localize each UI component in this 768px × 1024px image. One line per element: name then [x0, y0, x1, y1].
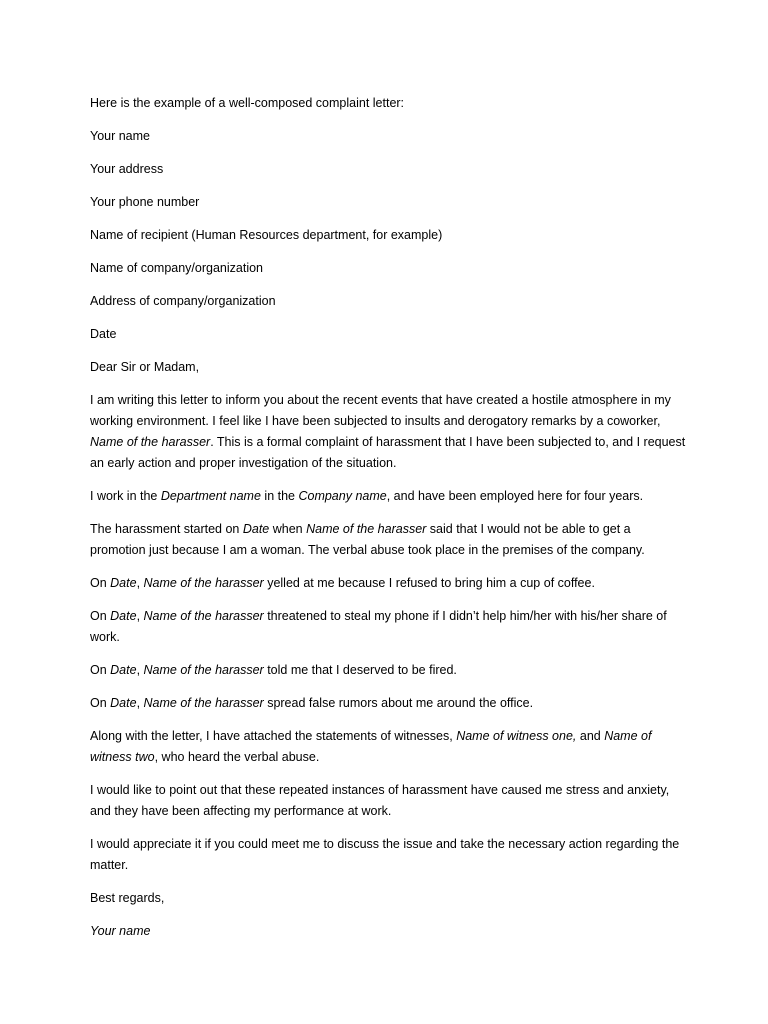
signature-name: Your name: [90, 924, 151, 938]
paragraph-employment: [90, 486, 688, 507]
text: , who heard the verbal abuse.: [154, 750, 320, 764]
text: I am writing this letter to inform you about the recent events that have created a hostile atmosphere in my working environment. I feel like I have been subjected to insults and derogatory remarks by a coworker,: [90, 393, 671, 428]
text: said that I would not be able to get a promotion just because I am a woman. The verbal abuse took place in the premises of the company.: [90, 522, 645, 557]
incident-4: [90, 693, 688, 714]
placeholder-harasser: Name of the harasser: [143, 663, 264, 677]
placeholder-company: Company name: [298, 489, 387, 503]
text: and: [576, 729, 605, 743]
recipient-name: Name of recipient (Human Resources department, for example): [90, 228, 443, 242]
salutation: Dear Sir or Madam,: [90, 360, 200, 374]
text: ,: [136, 663, 144, 677]
paragraph-witnesses: [90, 726, 688, 768]
placeholder-harasser: Name of the harasser: [143, 696, 264, 710]
incident-1: [90, 573, 688, 594]
placeholder-witness-one: Name of witness one,: [456, 729, 577, 743]
sender-name: Your name: [90, 129, 150, 143]
text: . This is a formal complaint of harassment that I have been subjected to, and I request an early action and proper investigation of the situation.: [90, 435, 686, 470]
text: told me that I deserved to be fired.: [263, 663, 457, 677]
incident-2: [90, 606, 688, 648]
letter-date: Date: [90, 327, 117, 341]
placeholder-date: Date: [242, 522, 270, 536]
incident-3: [90, 660, 688, 681]
paragraph-start: [90, 519, 688, 561]
signature: [90, 921, 688, 942]
placeholder-date: Date: [110, 576, 137, 590]
text: On: [90, 609, 111, 623]
text: On: [90, 576, 111, 590]
paragraph-opening: [90, 390, 688, 474]
text: in the: [260, 489, 299, 503]
text: threatened to steal my phone if I didn’t help him/her with his/her share of work.: [90, 609, 667, 644]
text: , and have been employed here for four years.: [386, 489, 644, 503]
text: ,: [136, 576, 144, 590]
text: spread false rumors about me around the office.: [263, 696, 534, 710]
placeholder-harasser: Name of the harasser: [90, 435, 211, 449]
sender-phone: Your phone number: [90, 195, 200, 209]
placeholder-harasser: Name of the harasser: [306, 522, 427, 536]
placeholder-department: Department name: [160, 489, 261, 503]
text: yelled at me because I refused to bring him a cup of coffee.: [263, 576, 595, 590]
sender-address: Your address: [90, 162, 164, 176]
placeholder-harasser: Name of the harasser: [143, 609, 264, 623]
placeholder-date: Date: [110, 663, 137, 677]
placeholder-witness-two: Name of witness two: [90, 729, 652, 764]
placeholder-date: Date: [110, 696, 137, 710]
text: when: [269, 522, 307, 536]
paragraph-request: I would appreciate it if you could meet me to discuss the issue and take the necessary action regarding the matter.: [90, 837, 680, 872]
text: ,: [136, 696, 144, 710]
placeholder-harasser: Name of the harasser: [143, 576, 264, 590]
intro-line: Here is the example of a well-composed complaint letter:: [90, 96, 405, 110]
paragraph-impact: I would like to point out that these repeated instances of harassment have caused me stress and anxiety, and they have been affecting my performance at work.: [90, 783, 670, 818]
text: The harassment started on: [90, 522, 243, 536]
recipient-company: Name of company/organization: [90, 261, 264, 275]
text: On: [90, 696, 111, 710]
text: On: [90, 663, 111, 677]
text: ,: [136, 609, 144, 623]
text: Along with the letter, I have attached the statements of witnesses,: [90, 729, 457, 743]
recipient-address: Address of company/organization: [90, 294, 276, 308]
closing: Best regards,: [90, 891, 165, 905]
text: I work in the: [90, 489, 161, 503]
placeholder-date: Date: [110, 609, 137, 623]
